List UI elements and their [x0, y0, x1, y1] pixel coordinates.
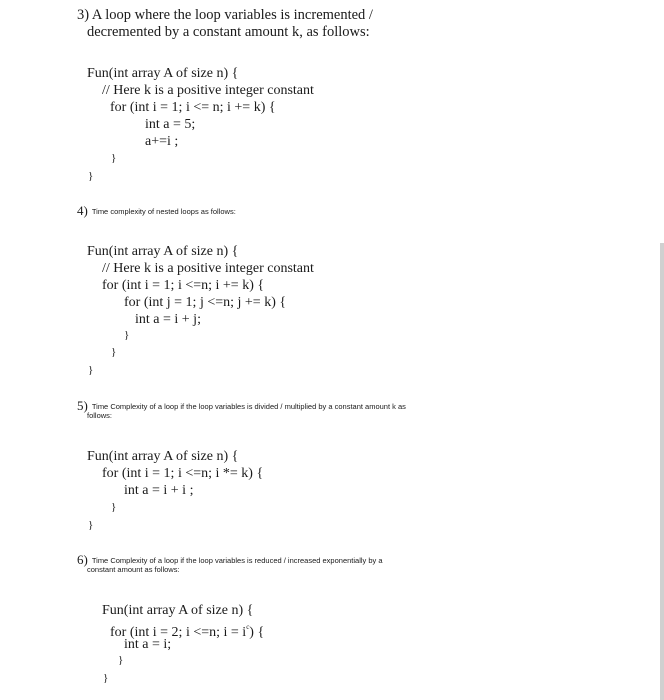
code-4-line-2: // Here k is a positive integer constant — [102, 261, 314, 276]
code-5-line-1: Fun(int array A of size n) { — [87, 449, 239, 464]
code-4-line-3: for (int i = 1; i <=n; i += k) { — [102, 278, 265, 293]
code-3-close-brace-outer: } — [88, 170, 94, 182]
code-5-line-3: int a = i + i ; — [124, 483, 194, 498]
code-3-line-5: a+=i ; — [145, 134, 179, 149]
section-4-heading — [77, 202, 236, 220]
section-6-title-line1: Time Complexity of a loop if the loop variables is reduced / increased exponentially by a — [91, 556, 383, 565]
code-6-line-2-text: for (int i = 2; i <=n; i = i — [110, 625, 247, 640]
code-3-close-brace-inner: } — [111, 152, 117, 164]
code-3-line-4: int a = 5; — [145, 117, 196, 132]
section-6-number: 6) — [77, 552, 88, 567]
section-4-number: 4) — [77, 203, 88, 218]
code-5-close-brace-outer: } — [88, 519, 94, 531]
code-6-line-3: int a = i; — [124, 637, 172, 652]
code-6-line-2-end: ) { — [249, 625, 265, 640]
section-3-heading-line1: 3) A loop where the loop variables is incremented / — [77, 7, 373, 23]
code-4-close-brace-inner: } — [124, 329, 130, 341]
section-4-title: Time complexity of nested loops as follows: — [91, 207, 236, 216]
code-6-close-brace-outer: } — [103, 672, 109, 684]
code-6-close-brace-inner: } — [118, 654, 124, 666]
code-3-line-2: // Here k is a positive integer constant — [102, 83, 314, 98]
scrollbar[interactable] — [660, 243, 664, 700]
code-4-close-brace-outer: } — [88, 364, 94, 376]
code-6-line-1: Fun(int array A of size n) { — [102, 603, 254, 618]
section-6-title-line2: constant amount as follows: — [87, 565, 180, 574]
section-3-heading-line2: decremented by a constant amount k, as follows: — [87, 24, 370, 40]
code-4-line-5: int a = i + j; — [135, 312, 201, 327]
code-6-superscript-c: c — [246, 623, 250, 631]
section-5-title-line1: Time Complexity of a loop if the loop variables is divided / multiplied by a constant amount k as — [91, 402, 406, 411]
code-3-line-3: for (int i = 1; i <= n; i += k) { — [110, 100, 276, 115]
code-5-close-brace-inner: } — [111, 501, 117, 513]
code-3-line-1: Fun(int array A of size n) { — [87, 66, 239, 81]
section-5-heading — [77, 397, 406, 415]
section-5-title-line2: follows: — [87, 411, 113, 420]
code-5-line-2: for (int i = 1; i <=n; i *= k) { — [102, 466, 264, 481]
section-5-number: 5) — [77, 398, 88, 413]
code-4-line-4: for (int j = 1; j <=n; j += k) { — [124, 295, 287, 310]
code-4-close-brace-middle: } — [111, 346, 117, 358]
code-4-line-1: Fun(int array A of size n) { — [87, 244, 239, 259]
